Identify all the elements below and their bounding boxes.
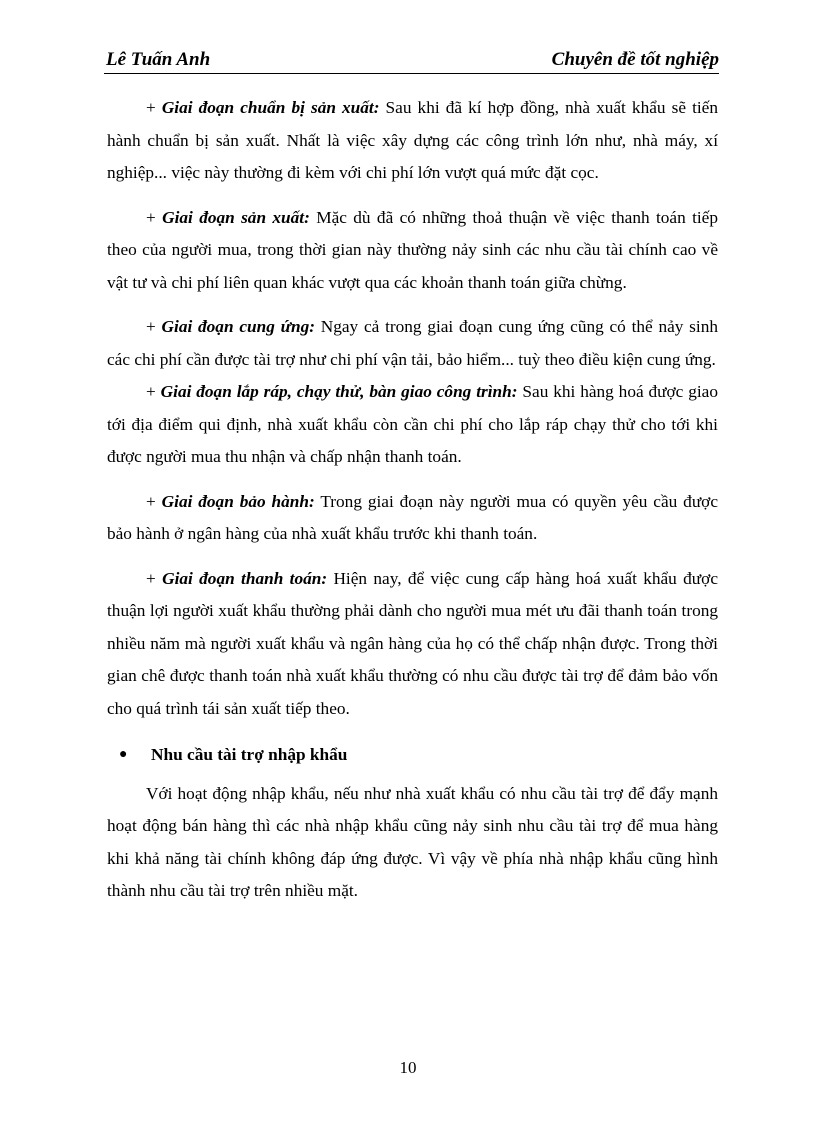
paragraph-text: Sau khi hàng hoá được giao tới địa điểm qui định, nhà xuất khẩu còn cần chi phí cho lắp ráp chạy thử cho tới khi được người mua thu nhận và chấp nhận thanh toán. <box>107 382 718 466</box>
paragraph-label: Giai đoạn thanh toán: <box>162 568 328 588</box>
paragraph-label: Giai đoạn cung ứng: <box>161 317 315 336</box>
header-document-title: Chuyên đề tốt nghiệp <box>551 49 719 70</box>
paragraph-label: Giai đoạn sản xuất: <box>162 207 310 227</box>
paragraph-label: Giai đoạn chuẩn bị sản xuất: <box>161 98 380 117</box>
paragraph-label: Giai đoạn lắp ráp, chạy thử, bàn giao công trình: <box>160 382 518 401</box>
section-heading-text: Nhu cầu tài trợ nhập khẩu <box>151 745 348 764</box>
paragraph-production-stage: + Giai đoạn sản xuất: Mặc dù đã có những thoả thuận về việc thanh toán tiếp theo của người mua, trong thời gian này thường nảy sinh các nhu cầu tài chính cao về vật tư và chi phí liên quan khác vượt qua các khoản thanh toán giữa chừng. <box>107 207 718 292</box>
paragraph-text: Ngay cả trong giai đoạn cung ứng cũng có thể nảy sinh các chi phí cần được tài trợ như chi phí vận tải, bảo hiểm... tuỳ theo điều kiện cung ứng. <box>107 317 718 369</box>
paragraph-text: Hiện nay, để việc cung cấp hàng hoá xuất khẩu được thuận lợi người xuất khẩu thường phải dành cho người mua mét ưu đãi thanh toán trong nhiều năm mà người xuất khẩu và ngân hàng của họ có thể chấp nhận được. Trong thời gian chê được thanh toán nhà xuất khẩu thường có nhu cầu được tài trợ để đảm bảo vốn cho quá trình tái sản xuất tiếp theo. <box>107 568 718 718</box>
page-number: 10 <box>399 1058 417 1077</box>
paragraph-preparation-stage: + Giai đoạn chuẩn bị sản xuất: Sau khi đã kí hợp đồng, nhà xuất khẩu sẽ tiến hành chuẩn bị sản xuất. Nhất là việc xây dựng các công trình lớn như, nhà máy, xí nghiệp... việc này thường đi kèm với chi phí lớn vượt quá mức đặt cọc. <box>107 98 718 182</box>
paragraph-payment-stage: + Giai đoạn thanh toán: Hiện nay, để việc cung cấp hàng hoá xuất khẩu được thuận lợi người xuất khẩu thường phải dành cho người mua mét ưu đãi thanh toán trong nhiều năm mà người xuất khẩu và ngân hàng của họ có thể chấp nhận được. Trong thời gian chê được thanh toán nhà xuất khẩu thường có nhu cầu được tài trợ để đảm bảo vốn cho quá trình tái sản xuất tiếp theo. <box>107 568 718 718</box>
section-heading <box>107 739 718 772</box>
paragraph-label: Giai đoạn bảo hành: <box>161 491 315 511</box>
bullet-icon: ● <box>119 747 128 762</box>
paragraph-text: Mặc dù đã có những thoả thuận về việc thanh toán tiếp theo của người mua, trong thời gian này thường nảy sinh các nhu cầu tài chính cao về vật tư và chi phí liên quan khác vượt qua các khoản thanh toán giữa chừng. <box>107 207 718 292</box>
document-body <box>107 92 718 908</box>
paragraph-text: Trong giai đoạn này người mua có quyền yêu cầu được bảo hành ở ngân hàng của nhà xuất khẩu trước khi thanh toán. <box>107 491 718 543</box>
page-header <box>104 47 719 74</box>
header-author: Lê Tuấn Anh <box>106 49 211 70</box>
paragraph-assembly-stage: + Giai đoạn lắp ráp, chạy thử, bàn giao công trình: Sau khi hàng hoá được giao tới địa điểm qui định, nhà xuất khẩu còn cần chi phí cho lắp ráp chạy thử cho tới khi được người mua thu nhận và chấp nhận thanh toán. <box>107 382 718 466</box>
paragraph-text: Sau khi đã kí hợp đồng, nhà xuất khẩu sẽ tiến hành chuẩn bị sản xuất. Nhất là việc xây dựng các công trình lớn như, nhà máy, xí nghiệp... việc này thường đi kèm với chi phí lớn vượt quá mức đặt cọc. <box>107 98 718 182</box>
paragraph-import-financing: Với hoạt động nhập khẩu, nếu như nhà xuất khẩu có nhu cầu tài trợ để đẩy mạnh hoạt động bán hàng thì các nhà nhập khẩu cũng nảy sinh nhu cầu tài trợ để mua hàng khi khả năng tài chính không đáp ứng được. Vì vậy về phía nhà nhập khẩu cũng hình thành nhu cầu tài trợ trên nhiều mặt. <box>107 783 718 900</box>
paragraph-warranty-stage: + Giai đoạn bảo hành: Trong giai đoạn này người mua có quyền yêu cầu được bảo hành ở ngân hàng của nhà xuất khẩu trước khi thanh toán. <box>107 491 718 543</box>
paragraph-supply-stage: + Giai đoạn cung ứng: Ngay cả trong giai đoạn cung ứng cũng có thể nảy sinh các chi phí cần được tài trợ như chi phí vận tải, bảo hiểm... tuỳ theo điều kiện cung ứng. <box>107 317 718 369</box>
